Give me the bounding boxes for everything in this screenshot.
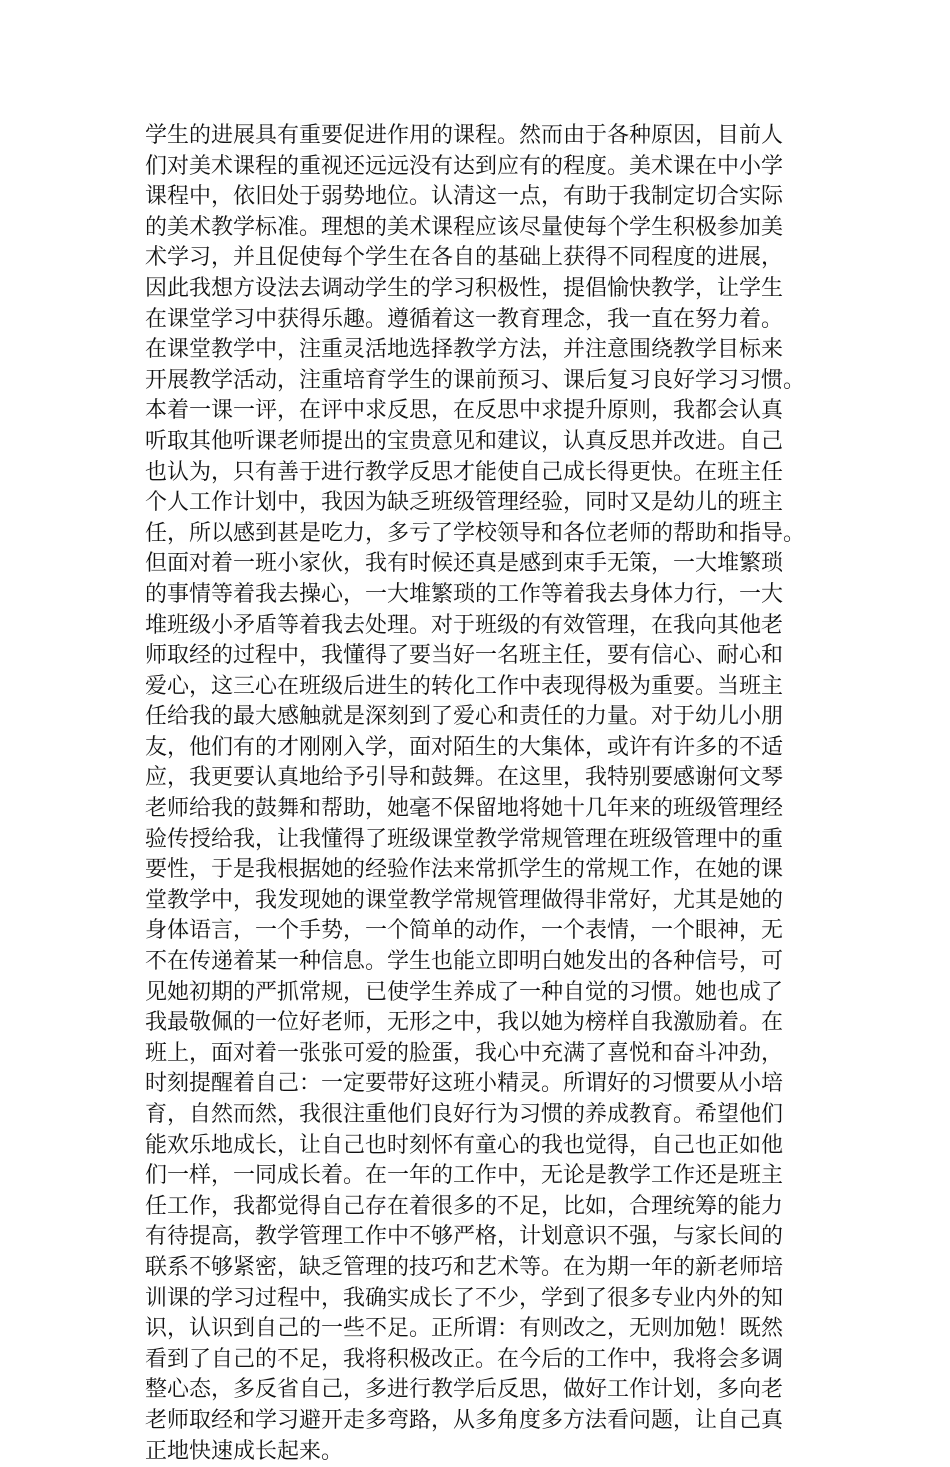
text-line: 育，自然而然，我很注重他们良好行为习惯的养成教育。希望他们 bbox=[145, 1102, 784, 1127]
text-line: 不在传递着某一种信息。学生也能立即明白她发出的各种信号，可 bbox=[145, 949, 784, 975]
body-text bbox=[145, 121, 825, 1467]
text-line: 开展教学活动，注重培育学生的课前预习、课后复习良好学习习惯。 bbox=[145, 367, 806, 393]
text-line: 见她初期的严抓常规，已使学生养成了一种自觉的习惯。她也成了 bbox=[145, 979, 784, 1005]
text-line: 师取经的过程中，我懂得了要当好一名班主任，要有信心、耐心和 bbox=[145, 643, 784, 669]
text-line: 任工作，我都觉得自己存在着很多的不足，比如，合理统筹的能力 bbox=[145, 1193, 784, 1219]
text-line: 验传授给我，让我懂得了班级课堂教学常规管理在班级管理中的重 bbox=[145, 826, 784, 852]
text-line: 的事情等着我去操心，一大堆繁琐的工作等着我去身体力行，一大 bbox=[145, 581, 784, 607]
text-line: 学生的进展具有重要促进作用的课程。然而由于各种原因，目前人 bbox=[145, 123, 784, 148]
text-line: 也认为，只有善于进行教学反思才能使自己成长得更快。在班主任 bbox=[145, 459, 784, 485]
text-line: 正地快速成长起来。 bbox=[145, 1438, 344, 1464]
text-line: 在课堂教学中，注重灵活地选择教学方法，并注意围绕教学目标来 bbox=[145, 337, 784, 363]
text-line: 在课堂学习中获得乐趣。遵循着这一教育理念，我一直在努力着。 bbox=[145, 306, 784, 332]
text-line: 堂教学中，我发现她的课堂教学常规管理做得非常好，尤其是她的 bbox=[145, 887, 784, 913]
text-line: 班上，面对着一张张可爱的脸蛋，我心中充满了喜悦和奋斗冲劲， bbox=[145, 1040, 784, 1066]
text-line: 老师给我的鼓舞和帮助，她毫不保留地将她十几年来的班级管理经 bbox=[145, 796, 784, 822]
text-line: 身体语言，一个手势，一个简单的动作，一个表情，一个眼神，无 bbox=[145, 918, 784, 944]
text-line: 友，他们有的才刚刚入学，面对陌生的大集体，或许有许多的不适 bbox=[145, 734, 784, 760]
text-line: 要性，于是我根据她的经验作法来常抓学生的常规工作，在她的课 bbox=[145, 857, 784, 883]
text-line: 有待提高，教学管理工作中不够严格，计划意识不强，与家长间的 bbox=[145, 1224, 784, 1250]
text-line: 但面对着一班小家伙，我有时候还真是感到束手无策，一大堆繁琐 bbox=[145, 551, 784, 577]
text-line: 整心态，多反省自己，多进行教学后反思，做好工作计划，多向老 bbox=[145, 1377, 784, 1403]
text-line: 听取其他听课老师提出的宝贵意见和建议，认真反思并改进。自己 bbox=[145, 428, 784, 454]
text-line: 们一样，一同成长着。在一年的工作中，无论是教学工作还是班主 bbox=[145, 1163, 784, 1189]
text-line: 个人工作计划中，我因为缺乏班级管理经验，同时又是幼儿的班主 bbox=[145, 490, 784, 516]
text-line: 爱心，这三心在班级后进生的转化工作中表现得极为重要。当班主 bbox=[145, 673, 784, 699]
text-line: 联系不够紧密，缺乏管理的技巧和艺术等。在为期一年的新老师培 bbox=[145, 1254, 784, 1280]
text-line: 术学习，并且促使每个学生在各自的基础上获得不同程度的进展， bbox=[145, 245, 784, 271]
text-line: 应，我更要认真地给予引导和鼓舞。在这里，我特别要感谢何文琴 bbox=[145, 765, 784, 791]
text-line: 们对美术课程的重视还远远没有达到应有的程度。美术课在中小学 bbox=[145, 153, 784, 179]
text-line: 因此我想方设法去调动学生的学习积极性，提倡愉快教学，让学生 bbox=[145, 275, 784, 301]
text-line: 能欢乐地成长，让自己也时刻怀有童心的我也觉得，自己也正如他 bbox=[145, 1132, 784, 1158]
text-line: 看到了自己的不足，我将积极改正。在今后的工作中，我将会多调 bbox=[145, 1346, 784, 1372]
text-line: 老师取经和学习避开走多弯路，从多角度多方法看问题，让自己真 bbox=[145, 1407, 784, 1433]
text-line: 任，所以感到甚是吃力，多亏了学校领导和各位老师的帮助和指导。 bbox=[145, 520, 806, 546]
text-line: 课程中，依旧处于弱势地位。认清这一点，有助于我制定切合实际 bbox=[145, 184, 784, 210]
text-line: 堆班级小矛盾等着我去处理。对于班级的有效管理，在我向其他老 bbox=[145, 612, 784, 638]
text-line: 本着一课一评，在评中求反思，在反思中求提升原则，我都会认真 bbox=[145, 398, 784, 424]
text-line: 时刻提醒着自己：一定要带好这班小精灵。所谓好的习惯要从小培 bbox=[145, 1071, 784, 1097]
text-line: 训课的学习过程中，我确实成长了不少，学到了很多专业内外的知 bbox=[145, 1285, 784, 1311]
text-line: 任给我的最大感触就是深刻到了爱心和责任的力量。对于幼儿小朋 bbox=[145, 704, 784, 730]
text-line: 我最敬佩的一位好老师，无形之中，我以她为榜样自我激励着。在 bbox=[145, 1010, 784, 1036]
text-line: 识，认识到自己的一些不足。正所谓：有则改之，无则加勉！既然 bbox=[145, 1316, 784, 1342]
text-line: 的美术教学标准。理想的美术课程应该尽量使每个学生积极参加美 bbox=[145, 214, 784, 240]
